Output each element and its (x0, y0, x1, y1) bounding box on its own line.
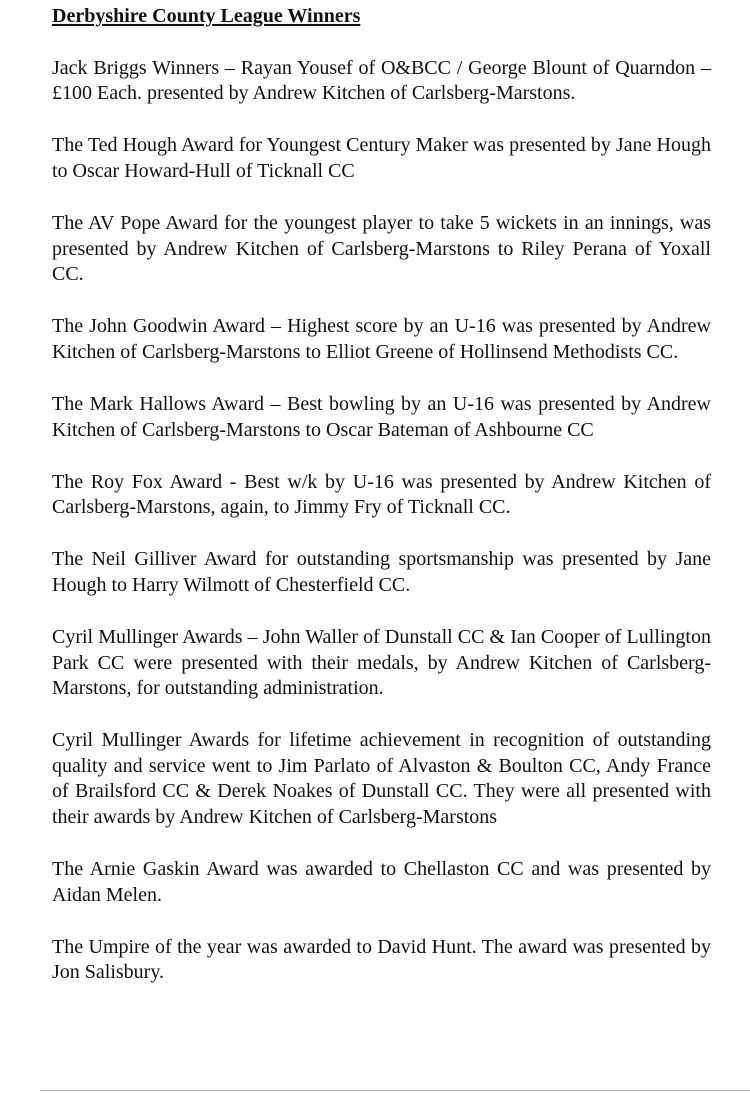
document-page (52, 4, 711, 1013)
paragraph-ted-hough-award: The Ted Hough Award for Youngest Century Maker was presented by Jane Hough to Oscar Howard-Hull of Ticknall CC (52, 134, 711, 182)
paragraph-john-goodwin-award: The John Goodwin Award – Highest score by an U-16 was presented by Andrew Kitchen of Carlsberg-Marstons to Elliot Greene of Hollinsend Methodists CC. (52, 315, 711, 363)
paragraph-neil-gilliver-award: The Neil Gilliver Award for outstanding sportsmanship was presented by Jane Hough to Harry Wilmott of Chesterfield CC. (52, 548, 711, 596)
paragraph-umpire-of-the-year: The Umpire of the year was awarded to David Hunt. The award was presented by Jon Salisbury. (52, 935, 711, 984)
paragraph-arnie-gaskin-award: The Arnie Gaskin Award was awarded to Chellaston CC and was presented by Aidan Melen. (52, 858, 711, 906)
paragraph-roy-fox-award: The Roy Fox Award - Best w/k by U-16 was presented by Andrew Kitchen of Carlsberg-Marstons, again, to Jimmy Fry of Ticknall CC. (52, 470, 711, 519)
paragraph-jack-briggs-winners: Jack Briggs Winners – Rayan Yousef of O&BCC / George Blount of Quarndon – £100 Each. presented by Andrew Kitchen of Carlsberg-Marstons. (52, 56, 711, 105)
paragraph-cyril-mullinger-administration: Cyril Mullinger Awards – John Waller of Dunstall CC & Ian Cooper of Lullington Park CC were presented with their medals, by Andrew Kitchen of Carlsberg-Marstons, for outstanding administration. (52, 626, 711, 700)
paragraph-mark-hallows-award: The Mark Hallows Award – Best bowling by an U-16 was presented by Andrew Kitchen of Carlsberg-Marstons to Oscar Bateman of Ashbourne CC (52, 392, 711, 441)
page-bottom-divider (40, 1090, 750, 1091)
paragraph-cyril-mullinger-lifetime: Cyril Mullinger Awards for lifetime achievement in recognition of outstanding quality and service went to Jim Parlato of Alvaston & Boulton CC, Andy France of Brailsford CC & Derek Noakes of Dunstall CC. They were all presented with their awards by Andrew Kitchen of Carlsberg-Marstons (52, 729, 711, 829)
paragraph-av-pope-award: The AV Pope Award for the youngest player to take 5 wickets in an innings, was presented by Andrew Kitchen of Carlsberg-Marstons to Riley Perana of Yoxall CC. (52, 211, 711, 286)
document-title: Derbyshire County League Winners (52, 5, 361, 27)
